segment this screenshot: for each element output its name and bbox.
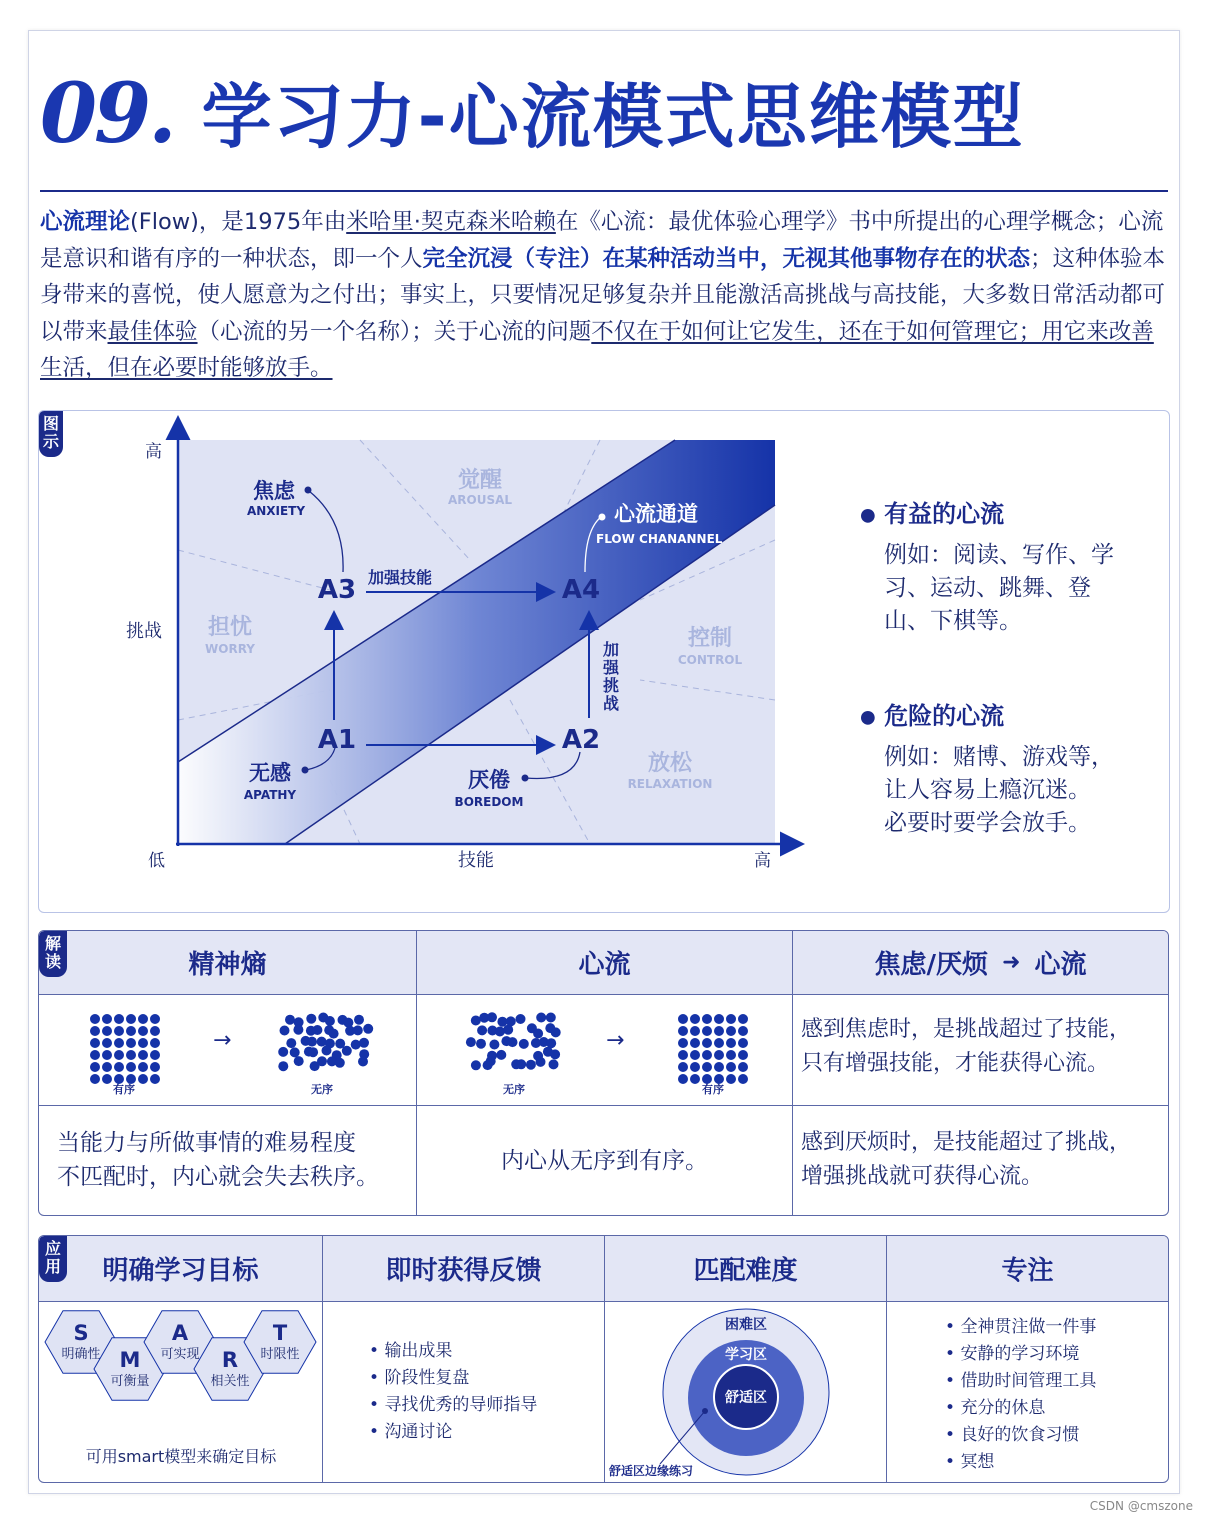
dot — [550, 1049, 560, 1059]
dot — [738, 1050, 748, 1060]
dot — [546, 1013, 556, 1023]
smart-letter: T — [272, 1321, 288, 1345]
interp-header-flow: 心流 — [416, 931, 792, 994]
smart-word: 可实现 — [160, 1347, 200, 1362]
intro-text: 在《心流：最优体验心理学》书中所提出的心理学概念；心流是意识和谐有序的一种状态，即一个人 — [40, 209, 1164, 272]
zone-control: 控制 — [687, 626, 733, 651]
state-flow-channel: 心流通道 — [614, 502, 698, 526]
smart-letter: A — [171, 1321, 189, 1345]
dot — [138, 1050, 148, 1060]
smart-word: 明确性 — [61, 1347, 101, 1362]
dot — [702, 1038, 712, 1048]
apply-tag: 应用 — [39, 1236, 67, 1282]
dot — [714, 1026, 724, 1036]
feedback-list — [322, 1301, 604, 1482]
dot — [678, 1014, 688, 1024]
dot — [90, 1038, 100, 1048]
dot — [126, 1038, 136, 1048]
y-axis-label: 挑战 — [126, 621, 162, 642]
dot — [280, 1026, 290, 1036]
arrow-icon: → — [606, 1028, 625, 1053]
title-text: 学习力-心流模式思维模型 — [201, 76, 1025, 158]
dot — [150, 1062, 160, 1072]
list-item: • 输出成果 — [369, 1338, 604, 1365]
dot — [114, 1050, 124, 1060]
smart-hexagons-svg — [39, 1302, 322, 1482]
label-learning: 学习区 — [725, 1347, 767, 1363]
dot — [138, 1074, 148, 1084]
dot — [738, 1074, 748, 1084]
ordered-dots — [678, 1014, 748, 1084]
dot — [307, 1037, 317, 1047]
dot — [325, 1016, 335, 1026]
dot — [726, 1014, 736, 1024]
dot — [738, 1026, 748, 1036]
interpretation-table — [38, 930, 1169, 1216]
dot — [358, 1057, 368, 1067]
dot — [495, 1027, 505, 1037]
intro-highlight: 完全沉浸（专注）在某种活动当中，无视其他事物存在的状态 — [422, 245, 1031, 272]
dot — [351, 1040, 361, 1050]
dot — [738, 1038, 748, 1048]
list-item: • 充分的休息 — [945, 1395, 1168, 1422]
dot — [690, 1014, 700, 1024]
disordered-dots — [278, 1013, 373, 1072]
state-anxiety: 焦虑 — [253, 479, 295, 503]
dot — [114, 1038, 124, 1048]
dot — [293, 1025, 303, 1035]
smart-model — [39, 1301, 322, 1482]
dot — [138, 1038, 148, 1048]
label-difficult: 困难区 — [725, 1317, 767, 1333]
dot — [690, 1038, 700, 1048]
dot — [702, 1026, 712, 1036]
zone-arousal: 觉醒 — [457, 468, 503, 493]
list-item: • 寻找优秀的导师指导 — [369, 1392, 604, 1419]
apply-header-difficulty: 匹配难度 — [604, 1236, 886, 1301]
label-ordered: 有序 — [702, 1083, 724, 1096]
comfort-zone-svg — [605, 1302, 887, 1482]
dot — [294, 1056, 304, 1066]
dot — [726, 1074, 736, 1084]
intro-text: （心流的另一个名称）；关于心流的问题 — [197, 318, 592, 345]
dot — [102, 1074, 112, 1084]
dot — [150, 1026, 160, 1036]
smart-letter: S — [73, 1321, 89, 1345]
label-comfort: 舒适区 — [725, 1390, 767, 1406]
dot — [126, 1014, 136, 1024]
dot — [359, 1038, 369, 1048]
dot — [738, 1014, 748, 1024]
arrow-strengthen-skill: 加强技能 — [368, 568, 433, 587]
dot — [536, 1013, 546, 1023]
application-table — [38, 1235, 1169, 1483]
dot — [503, 1025, 513, 1035]
list-item: • 冥想 — [945, 1449, 1168, 1476]
zone-worry: 担忧 — [207, 615, 253, 640]
arrow-right-icon: ➜ — [1002, 950, 1021, 975]
dot — [489, 1040, 499, 1050]
dot — [726, 1026, 736, 1036]
dot — [353, 1025, 363, 1035]
intro-text: ；这种体验本身带来的喜悦，使人愿意为之付出；事实上，只要情况足够复杂并且能激活高挑战与高技能，大多数日常活动都可以带来 — [40, 245, 1166, 345]
list-item: • 良好的饮食习惯 — [945, 1422, 1168, 1449]
dot — [702, 1014, 712, 1024]
good-flow-desc: 例如：阅读、写作、学 习、运动、跳舞、登 山、下棋等。 — [884, 542, 1114, 634]
label-disordered: 无序 — [311, 1083, 333, 1096]
boredom-explanation: 感到厌烦时，是技能超过了挑战， 增强挑战就可获得心流。 — [792, 1105, 1168, 1215]
smart-word: 相关性 — [210, 1374, 250, 1389]
dot — [308, 1047, 318, 1057]
dot — [317, 1037, 327, 1047]
label-ordered: 有序 — [113, 1083, 135, 1096]
dot — [306, 1014, 316, 1024]
dot — [678, 1074, 688, 1084]
dot — [278, 1061, 288, 1071]
dot — [286, 1038, 296, 1048]
label-disordered: 无序 — [503, 1083, 525, 1096]
dot — [114, 1014, 124, 1024]
difficulty-zones — [604, 1301, 886, 1482]
dot — [471, 1060, 481, 1070]
intro-best-experience: 最佳体验 — [107, 318, 198, 345]
zone-arousal-en: AROUSAL — [447, 493, 513, 507]
dot — [533, 1029, 543, 1039]
dot — [702, 1050, 712, 1060]
dot — [90, 1026, 100, 1036]
dot — [90, 1062, 100, 1072]
dot — [126, 1062, 136, 1072]
dot — [471, 1016, 481, 1026]
flow-explanation: 内心从无序到有序。 — [416, 1105, 792, 1215]
dot — [126, 1050, 136, 1060]
point-a1: A1 — [317, 725, 357, 755]
state-anxiety-en: ANXIETY — [246, 504, 306, 518]
intro-text: (Flow)，是1975年由 — [130, 209, 347, 235]
zone-relaxation: 放松 — [647, 751, 693, 776]
zone-worry-en: WORRY — [205, 642, 255, 656]
dot — [342, 1046, 352, 1056]
intro-term: 心流理论 — [40, 209, 131, 235]
dot — [526, 1060, 536, 1070]
dot — [496, 1050, 506, 1060]
dot — [90, 1050, 100, 1060]
dot — [102, 1038, 112, 1048]
dot — [546, 1038, 556, 1048]
intro-author: 米哈里·契克森米哈赖 — [346, 209, 556, 235]
dot — [714, 1014, 724, 1024]
dot — [678, 1038, 688, 1048]
dot — [536, 1057, 546, 1067]
label-edge-practice: 舒适区边缘练习 — [609, 1464, 694, 1478]
smart-word: 时限性 — [260, 1347, 300, 1362]
dot — [90, 1074, 100, 1084]
state-apathy: 无感 — [249, 761, 291, 785]
dot — [285, 1015, 295, 1025]
smart-letter: M — [119, 1348, 141, 1372]
list-item: • 阶段性复盘 — [369, 1365, 604, 1392]
dot — [138, 1026, 148, 1036]
dot — [102, 1050, 112, 1060]
ordered-dots — [90, 1014, 160, 1084]
arrow-strengthen-challenge: 加强挑战 — [602, 640, 620, 713]
apply-header-feedback: 即时获得反馈 — [322, 1236, 604, 1301]
dot — [114, 1026, 124, 1036]
arrow-icon: → — [213, 1028, 232, 1053]
dot — [516, 1014, 526, 1024]
dot — [102, 1026, 112, 1036]
good-flow-title: ● 有益的心流 — [860, 500, 1005, 528]
y-axis-high: 高 — [145, 442, 162, 462]
dot — [114, 1062, 124, 1072]
dot — [126, 1026, 136, 1036]
dot — [466, 1037, 476, 1047]
zone-relaxation-en: RELAXATION — [627, 777, 713, 791]
dot — [312, 1025, 322, 1035]
dot — [726, 1050, 736, 1060]
point-a2: A2 — [561, 725, 601, 755]
state-flow-channel-en: FLOW CHANANNEL — [596, 532, 723, 546]
list-item: • 全神贯注做一件事 — [945, 1314, 1168, 1341]
dot — [508, 1037, 518, 1047]
dot — [138, 1062, 148, 1072]
x-axis-label: 技能 — [458, 850, 494, 871]
dot — [519, 1039, 529, 1049]
apply-header-focus: 专注 — [886, 1236, 1168, 1301]
dot — [150, 1038, 160, 1048]
interp-header-transition: 焦虑/厌烦 ➜ 心流 — [792, 931, 1168, 994]
dot — [516, 1059, 526, 1069]
dot — [150, 1050, 160, 1060]
point-a3: A3 — [317, 575, 357, 605]
dot — [150, 1074, 160, 1084]
dot — [354, 1015, 364, 1025]
dot — [678, 1026, 688, 1036]
dot — [363, 1024, 373, 1034]
smart-word: 可衡量 — [110, 1374, 150, 1389]
dot — [487, 1012, 497, 1022]
dot — [90, 1014, 100, 1024]
dot — [150, 1014, 160, 1024]
dot — [102, 1014, 112, 1024]
dot — [477, 1025, 487, 1035]
state-boredom: 厌倦 — [468, 768, 510, 792]
list-item: • 安静的学习环境 — [945, 1341, 1168, 1368]
anxiety-explanation: 感到焦虑时，是挑战超过了技能， 只有增强技能，才能获得心流。 — [792, 994, 1168, 1105]
dot — [317, 1056, 327, 1066]
dot — [690, 1050, 700, 1060]
dot — [322, 1046, 332, 1056]
dot — [551, 1027, 561, 1037]
entropy-illustration — [39, 994, 416, 1105]
flow-dots-svg — [417, 995, 793, 1105]
dot — [278, 1047, 288, 1057]
dot — [486, 1056, 496, 1066]
dot — [678, 1062, 688, 1072]
diagram-side-notes — [860, 494, 1160, 840]
dot — [335, 1058, 345, 1068]
flow-illustration — [416, 994, 792, 1105]
axis-origin: 低 — [148, 851, 165, 871]
title-number: 09. — [40, 66, 174, 162]
dot — [690, 1062, 700, 1072]
point-a4: A4 — [561, 575, 601, 605]
entropy-dots-svg — [39, 995, 416, 1105]
state-apathy-en: APATHY — [243, 788, 297, 802]
feedback-items — [369, 1338, 604, 1446]
smart-caption: 可用smart模型来确定目标 — [85, 1447, 277, 1466]
disordered-dots — [466, 1012, 561, 1070]
interp-header-entropy: 精神熵 — [39, 931, 416, 994]
apply-header-goals: 明确学习目标 — [39, 1236, 322, 1301]
dot — [714, 1062, 724, 1072]
diagram-tag: 图示 — [39, 411, 63, 457]
intro-conclusion: 不仅在于如何让它发生，还在于如何管理它；用它来改善生活，但在必要时能够放手。 — [40, 318, 1154, 381]
bad-flow-title: ● 危险的心流 — [860, 702, 1005, 730]
dot — [329, 1029, 339, 1039]
x-axis-high: 高 — [754, 851, 771, 871]
dot — [549, 1059, 559, 1069]
state-boredom-en: BOREDOM — [454, 795, 524, 809]
dot — [738, 1062, 748, 1072]
dot — [714, 1050, 724, 1060]
dot — [138, 1014, 148, 1024]
dot — [726, 1062, 736, 1072]
interpret-tag: 解读 — [39, 931, 67, 977]
dot — [290, 1047, 300, 1057]
zone-control-en: CONTROL — [677, 653, 743, 667]
entropy-explanation: 当能力与所做事情的难易程度 不匹配时，内心就会失去秩序。 — [39, 1105, 416, 1215]
dot — [476, 1039, 486, 1049]
dot — [714, 1038, 724, 1048]
dot — [690, 1026, 700, 1036]
watermark: CSDN @cmszone — [1089, 1499, 1193, 1513]
dot — [702, 1062, 712, 1072]
dot — [678, 1050, 688, 1060]
list-item: • 借助时间管理工具 — [945, 1368, 1168, 1395]
focus-list — [886, 1301, 1168, 1482]
focus-items — [945, 1314, 1168, 1476]
dot — [102, 1062, 112, 1072]
smart-letter: R — [221, 1348, 239, 1372]
dot — [726, 1038, 736, 1048]
bad-flow-desc: 例如：赌博、游戏等， 让人容易上瘾沉迷。 必要时要学会放手。 — [884, 744, 1114, 836]
dot — [690, 1074, 700, 1084]
list-item: • 沟通讨论 — [369, 1419, 604, 1446]
